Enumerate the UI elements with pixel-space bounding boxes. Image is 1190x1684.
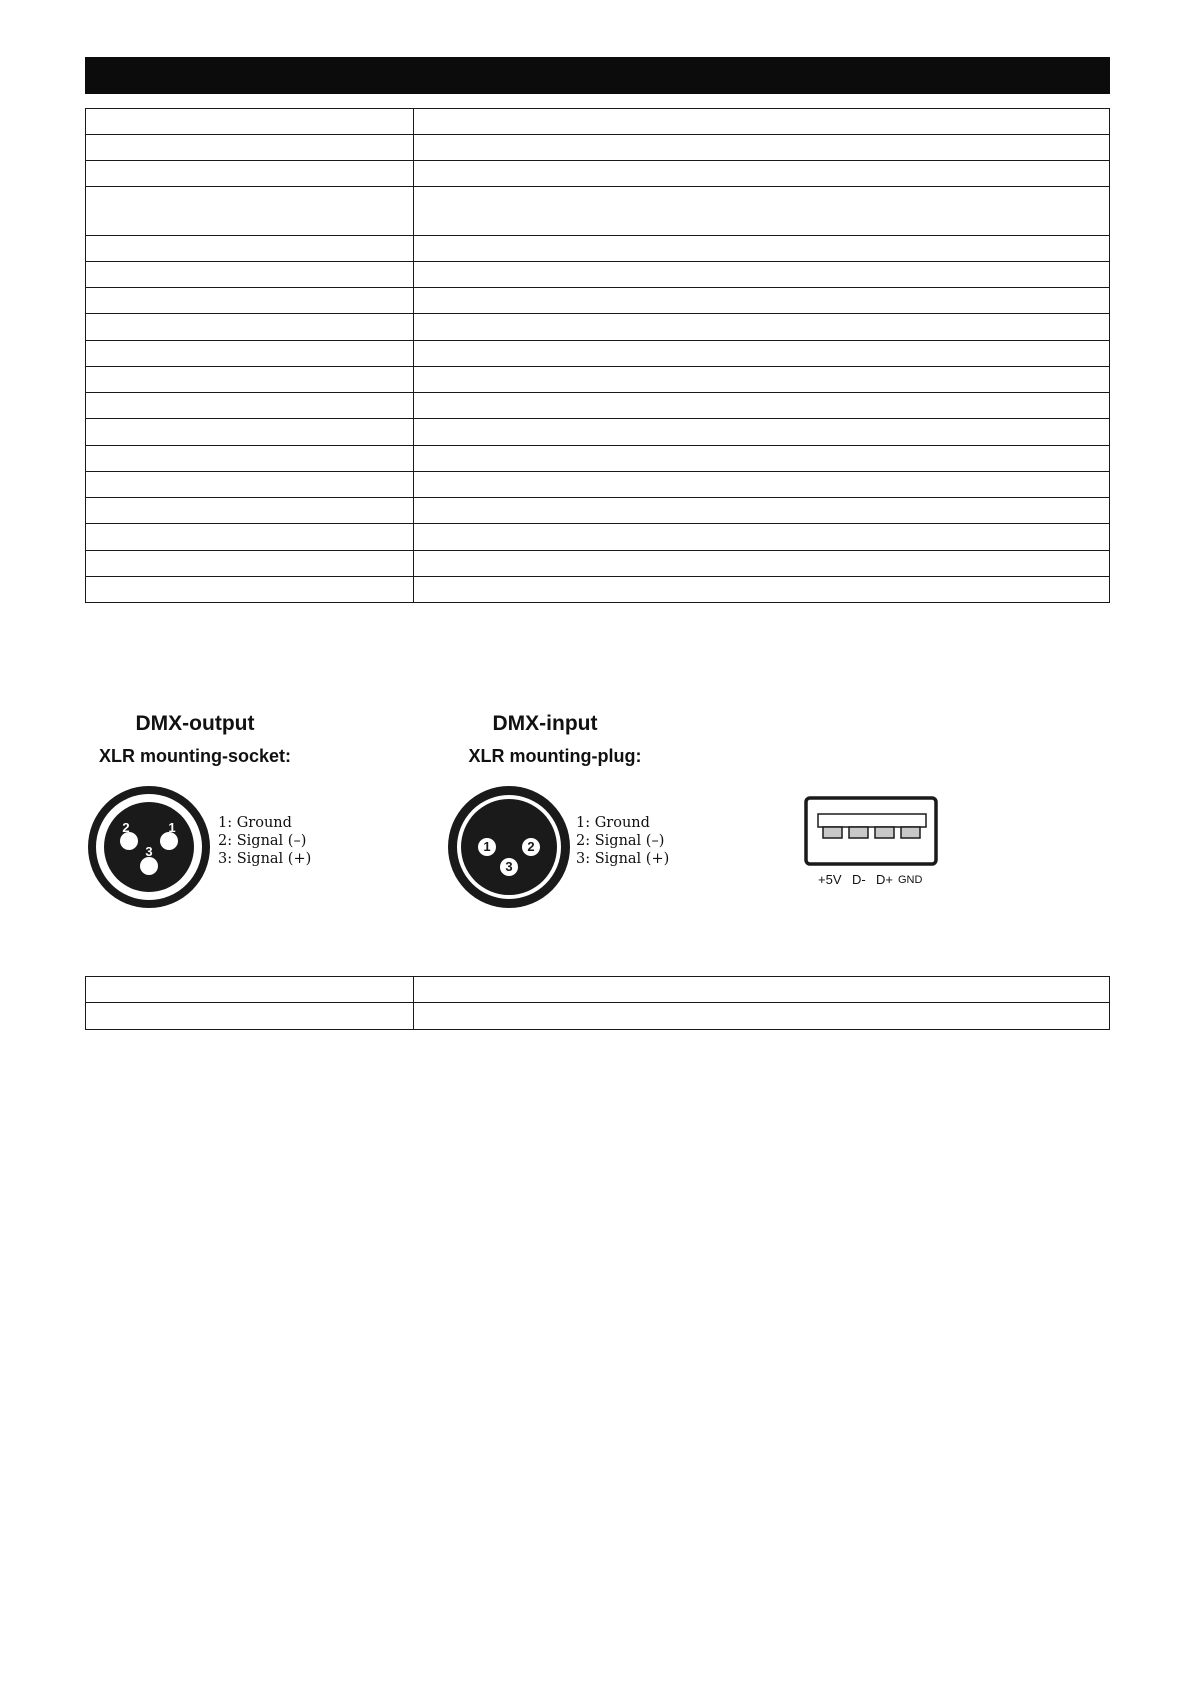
table-row: [86, 551, 1110, 577]
specifications-table-2: [85, 976, 1110, 1030]
table-row: [86, 524, 1110, 551]
spec-label-cell: [86, 393, 414, 419]
table-row: [86, 472, 1110, 498]
spec-label-cell: [86, 498, 414, 524]
spec-value-cell: [414, 367, 1110, 393]
dmx-input-pin-1: 1: [483, 839, 491, 854]
dmx-input-pin-3: 3: [505, 859, 513, 874]
spec-label-cell: [86, 472, 414, 498]
spec-value-cell: [414, 446, 1110, 472]
table-row: [86, 577, 1110, 603]
spec-value-cell: [414, 498, 1110, 524]
spec-label-cell: [86, 187, 414, 236]
dmx-output-pin-legend: [218, 814, 311, 868]
dmx-output-pin-1: 1: [168, 820, 176, 835]
spec-label-cell: [86, 161, 414, 187]
spec-value-cell: [414, 109, 1110, 135]
spec-label-cell: [86, 367, 414, 393]
spec-label-cell: [86, 135, 414, 161]
table-row: [86, 1003, 1110, 1030]
spec-value-cell: [414, 288, 1110, 314]
usb-pin-label: D+: [876, 872, 893, 887]
spec-label-cell: [86, 314, 414, 341]
spec-value-cell: [414, 577, 1110, 603]
table-row: [86, 314, 1110, 341]
usb-pin-label: +5V: [818, 872, 842, 887]
spec-label-cell: [86, 446, 414, 472]
spec-value-cell: [414, 341, 1110, 367]
dmx-input-pin-legend: [576, 814, 669, 868]
spec-label-cell: [86, 524, 414, 551]
table-row: [86, 187, 1110, 236]
spec-value-cell: [414, 472, 1110, 498]
table-row: [86, 161, 1110, 187]
usb-pin-label: GND: [898, 874, 923, 886]
spec-value-cell: [414, 524, 1110, 551]
table-row: [86, 341, 1110, 367]
section-header-bar: [85, 57, 1110, 94]
spec-label-cell: [86, 977, 414, 1003]
table-row: [86, 109, 1110, 135]
dmx-input-pin-2: 2: [527, 839, 535, 854]
usb-port-icon: [804, 796, 938, 866]
legend-pin-2: 2: Signal (–): [576, 833, 665, 849]
spec-label-cell: [86, 1003, 414, 1030]
xlr-socket-icon: [86, 784, 212, 910]
table-row: [86, 262, 1110, 288]
xlr-plug-icon: [446, 784, 572, 910]
spec-label-cell: [86, 577, 414, 603]
spec-label-cell: [86, 341, 414, 367]
spec-value-cell: [414, 977, 1110, 1003]
dmx-input-subtitle: XLR mounting-plug:: [468, 746, 642, 766]
table-row: [86, 393, 1110, 419]
spec-value-cell: [414, 262, 1110, 288]
dmx-output-pin-2: 2: [122, 820, 130, 835]
dmx-output-subtitle: XLR mounting-socket:: [99, 746, 291, 766]
table-row: [86, 367, 1110, 393]
usb-pin-label: D-: [852, 872, 866, 887]
table-row: [86, 498, 1110, 524]
legend-pin-1: 1: Ground: [576, 815, 650, 831]
spec-label-cell: [86, 109, 414, 135]
table-row: [86, 446, 1110, 472]
table-row: [86, 419, 1110, 446]
spec-label-cell: [86, 236, 414, 262]
legend-pin-2: 2: Signal (–): [218, 833, 307, 849]
spec-value-cell: [414, 236, 1110, 262]
table-row: [86, 135, 1110, 161]
dmx-output-title: DMX-output: [135, 712, 255, 735]
spec-label-cell: [86, 419, 414, 446]
table-row: [86, 236, 1110, 262]
spec-value-cell: [414, 187, 1110, 236]
usb-pin-labels: [818, 872, 948, 890]
specifications-table: [85, 108, 1110, 603]
spec-value-cell: [414, 551, 1110, 577]
dmx-input-title: DMX-input: [492, 712, 598, 735]
spec-value-cell: [414, 314, 1110, 341]
spec-value-cell: [414, 135, 1110, 161]
legend-pin-3: 3: Signal (+): [218, 851, 312, 867]
table-row: [86, 977, 1110, 1003]
table-row: [86, 288, 1110, 314]
legend-pin-1: 1: Ground: [218, 815, 292, 831]
legend-pin-3: 3: Signal (+): [576, 851, 670, 867]
spec-label-cell: [86, 288, 414, 314]
spec-label-cell: [86, 551, 414, 577]
spec-label-cell: [86, 262, 414, 288]
spec-value-cell: [414, 1003, 1110, 1030]
dmx-output-pin-3: 3: [145, 844, 153, 859]
spec-value-cell: [414, 161, 1110, 187]
spec-value-cell: [414, 419, 1110, 446]
spec-value-cell: [414, 393, 1110, 419]
